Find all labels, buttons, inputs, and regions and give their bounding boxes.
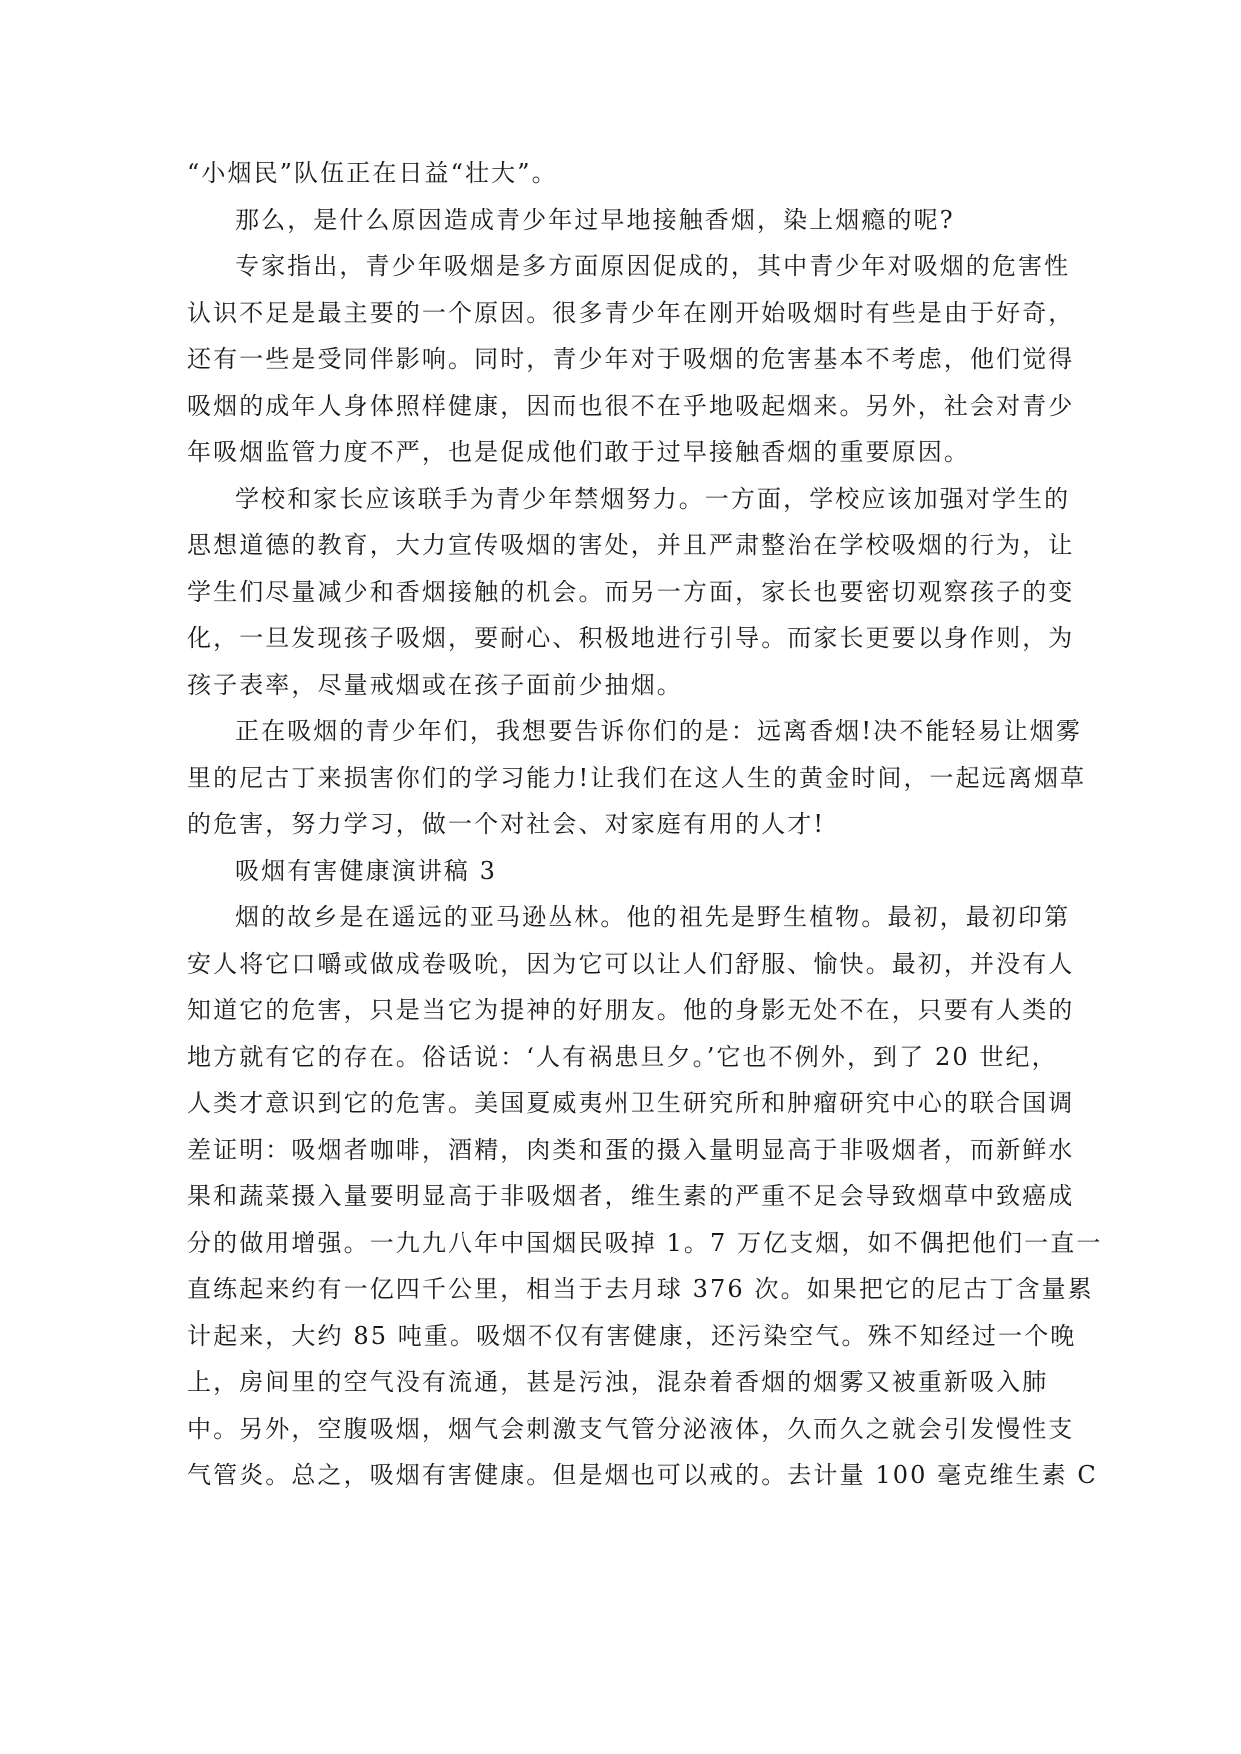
text-line: 中。另外，空腹吸烟，烟气会刺激支气管分泌液体，久而久之就会引发慢性支 — [187, 1414, 1075, 1443]
text-line: 人类才意识到它的危害。美国夏威夷州卫生研究所和肿瘤研究中心的联合国调 — [187, 1089, 1075, 1117]
text-line: 思想道德的教育，大力宣传吸烟的害处，并且严肃整治在学校吸烟的行为，让 — [187, 531, 1075, 559]
text-line: 安人将它口嚼或做成卷吸吮，因为它可以让人们舒服、愉快。最初，并没有人 — [187, 949, 1075, 978]
paragraph-start-line: 烟的故乡是在遥远的亚马逊丛林。他的祖先是野生植物。最初，最初印第 — [235, 903, 1071, 931]
text-line: 里的尼古丁来损害你们的学习能力!让我们在这人生的黄金时间，一起远离烟草 — [187, 763, 1087, 792]
text-line: 分的做用增强。一九九八年中国烟民吸掉 1。7 万亿支烟，如不偶把他们一直一 — [187, 1228, 1103, 1257]
text-line: 上，房间里的空气没有流通，甚是污浊，混杂着香烟的烟雾又被重新吸入肺 — [187, 1368, 1049, 1396]
text-line: 地方就有它的存在。俗话说：‘人有祸患旦夕。’它也不例外，到了 20 世纪， — [187, 1042, 1058, 1071]
text-line: 学生们尽量减少和香烟接触的机会。而另一方面，家长也要密切观察孩子的变 — [187, 577, 1075, 606]
paragraph-start-line: 那么，是什么原因造成青少年过早地接触香烟，染上烟瘾的呢? — [235, 205, 955, 234]
section-heading: 吸烟有害健康演讲稿 3 — [235, 856, 497, 885]
text-line: 气管炎。总之，吸烟有害健康。但是烟也可以戒的。去计量 100 毫克维生素 C — [187, 1461, 1098, 1489]
text-line: 年吸烟监管力度不严，也是促成他们敢于过早接触香烟的重要原因。 — [187, 438, 970, 466]
text-line: 还有一些是受同伴影响。同时，青少年对于吸烟的危害基本不考虑，他们觉得 — [187, 345, 1075, 373]
text-line: “小烟民”队伍正在日益“壮大”。 — [187, 159, 558, 187]
text-line: 孩子表率，尽量戒烟或在孩子面前少抽烟。 — [187, 670, 683, 699]
text-line: 的危害，努力学习，做一个对社会、对家庭有用的人才! — [187, 810, 826, 838]
text-line: 计起来，大约 85 吨重。吸烟不仅有害健康，还污染空气。殊不知经过一个晚 — [187, 1321, 1077, 1350]
paragraph-start-line: 专家指出，青少年吸烟是多方面原因促成的，其中青少年对吸烟的危害性 — [235, 252, 1071, 280]
text-line: 化，一旦发现孩子吸烟，要耐心、积极地进行引导。而家长更要以身作则，为 — [187, 624, 1075, 652]
paragraph-start-line: 学校和家长应该联手为青少年禁烟努力。一方面，学校应该加强对学生的 — [235, 484, 1071, 513]
text-line: 吸烟的成年人身体照样健康，因而也很不在乎地吸起烟来。另外，社会对青少 — [187, 391, 1075, 420]
text-line: 直练起来约有一亿四千公里，相当于去月球 376 次。如果把它的尼古丁含量累 — [187, 1275, 1094, 1303]
text-line: 差证明：吸烟者咖啡，酒精，肉类和蛋的摄入量明显高于非吸烟者，而新鲜水 — [187, 1135, 1075, 1164]
paragraph-start-line: 正在吸烟的青少年们，我想要告诉你们的是：远离香烟!决不能轻易让烟雾 — [235, 717, 1082, 745]
document-body — [187, 150, 1103, 1499]
text-line: 知道它的危害，只是当它为提神的好朋友。他的身影无处不在，只要有人类的 — [187, 996, 1075, 1024]
text-line: 认识不足是最主要的一个原因。很多青少年在刚开始吸烟时有些是由于好奇， — [187, 298, 1075, 327]
text-line: 果和蔬菜摄入量要明显高于非吸烟者，维生素的严重不足会导致烟草中致癌成 — [187, 1182, 1075, 1210]
